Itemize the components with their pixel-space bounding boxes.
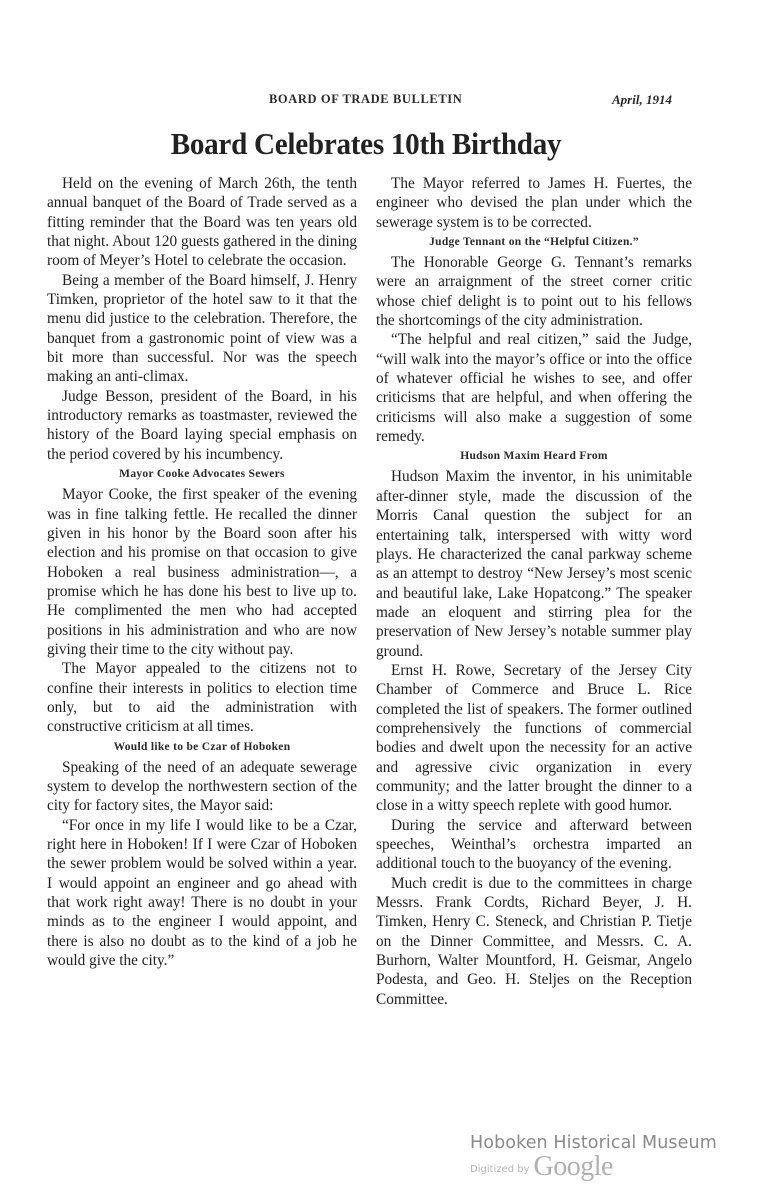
paragraph: Being a member of the Board himself, J. Henry Timken, proprietor of the hotel saw to it that the menu did justice to the celebration. Therefore, the banquet from a gastronomic point of view was a bit more than successful. Nor was the speech making an anti-climax. bbox=[47, 271, 357, 386]
paragraph: The Mayor appealed to the citizens not to confine their interests in politics to election time only, but to aid the administration with constructive criticism at all times. bbox=[47, 660, 357, 736]
museum-credit: Hoboken Historical Museum bbox=[470, 1133, 717, 1153]
paragraph: “For once in my life I would like to be a Czar, right here in Hoboken! If I were Czar of Hoboken the sewer problem would be solved within a year. I would appoint an engineer and go ahead with that work right away! There is no doubt in your minds as to the engineer I would appoint, and there is also no doubt as to the kind of a job he would give the city.” bbox=[47, 816, 357, 970]
section-heading-czar: Would like to be Czar of Hoboken bbox=[113, 740, 291, 753]
issue-date: April, 1914 bbox=[612, 92, 672, 107]
digitized-credit bbox=[470, 1151, 750, 1183]
paragraph: Speaking of the need of an adequate sewerage system to develop the northwestern section of the city for factory sites, the Mayor said: bbox=[47, 758, 357, 815]
paragraph: Much credit is due to the committees in charge Messrs. Frank Cordts, Richard Beyer, J. H. Timken, Henry C. Steneck, and Christian P. Tietje on the Dinner Committee, and Messrs. C. A. Burhorn, Walter Mountford, H. Geismar, Angelo Podesta, and Geo. H. Steljes on the Reception Committee. bbox=[376, 874, 692, 1008]
right-column bbox=[376, 174, 692, 1009]
section-heading-mayor-cooke: Mayor Cooke Advocates Sewers bbox=[119, 468, 285, 481]
paragraph: Hudson Maxim the inventor, in his unimitable after-dinner style, made the discussion of the Morris Canal question the subject for an entertaining talk, interspersed with witty word plays. He characterized the canal parkway scheme as an attempt to destroy “New Jersey’s most scenic and beautiful lake, Lake Hopatcong.” The speaker made an eloquent and stirring plea for the preservation of New Jersey’s notable summer play ground. bbox=[376, 468, 692, 660]
section-heading-hudson-maxim: Hudson Maxim Heard From bbox=[460, 450, 608, 463]
paragraph: “The helpful and real citizen,” said the Judge, “will walk into the mayor’s office or into the office of whatever official he wishes to see, and offer criticisms that are helpful, and when offering the criticisms will also make a suggestion of some remedy. bbox=[376, 331, 692, 446]
article-title: Board Celebrates 10th Birthday bbox=[170, 126, 562, 161]
section-heading-judge-tennant: Judge Tennant on the “Helpful Citizen.” bbox=[429, 236, 639, 249]
google-logo: Google bbox=[533, 1151, 613, 1182]
paragraph: Judge Besson, president of the Board, in his introductory remarks as toastmaster, reviewed the history of the Board laying special emphasis on the period covered by his incumbency. bbox=[47, 387, 357, 463]
paragraph: Held on the evening of March 26th, the tenth annual banquet of the Board of Trade served as a fitting reminder that the Board was ten years old that night. About 120 guests gathered in the dining room of Meyer’s Hotel to celebrate the occasion. bbox=[47, 175, 357, 270]
paragraph: Ernst H. Rowe, Secretary of the Jersey City Chamber of Commerce and Bruce L. Rice completed the list of speakers. The former outlined comprehensively the functions of commercial bodies and dwelt upon the necessity for an active and agressive civic organization in every community; and the latter brought the dinner to a close in a witty speech replete with good humor. bbox=[376, 661, 692, 815]
publication-name: BOARD OF TRADE BULLETIN bbox=[269, 92, 463, 106]
paragraph: During the service and afterward between speeches, Weinthal’s orchestra imparted an additional touch to the buoyancy of the evening. bbox=[376, 816, 692, 873]
watermark bbox=[470, 1133, 750, 1183]
left-column bbox=[47, 174, 357, 970]
paragraph: Mayor Cooke, the first speaker of the evening was in fine talking fettle. He recalled the dinner given in his honor by the Board soon after his election and his promise on that occasion to give Hoboken a real business administration—, a promise which he has done his best to live up to. He complimented the men who had accepted positions in his administration and who are now giving their time to the city without pay. bbox=[47, 486, 357, 658]
digitized-by-label: Digitized by bbox=[470, 1164, 530, 1175]
paragraph: The Mayor referred to James H. Fuertes, the engineer who devised the plan under which the sewerage system is to be corrected. bbox=[376, 175, 692, 231]
paragraph: The Honorable George G. Tennant’s remarks were an arraignment of the street corner critic whose chief delight is to point out to his fellows the shortcomings of the city administration. bbox=[376, 254, 692, 330]
running-head bbox=[0, 92, 767, 110]
